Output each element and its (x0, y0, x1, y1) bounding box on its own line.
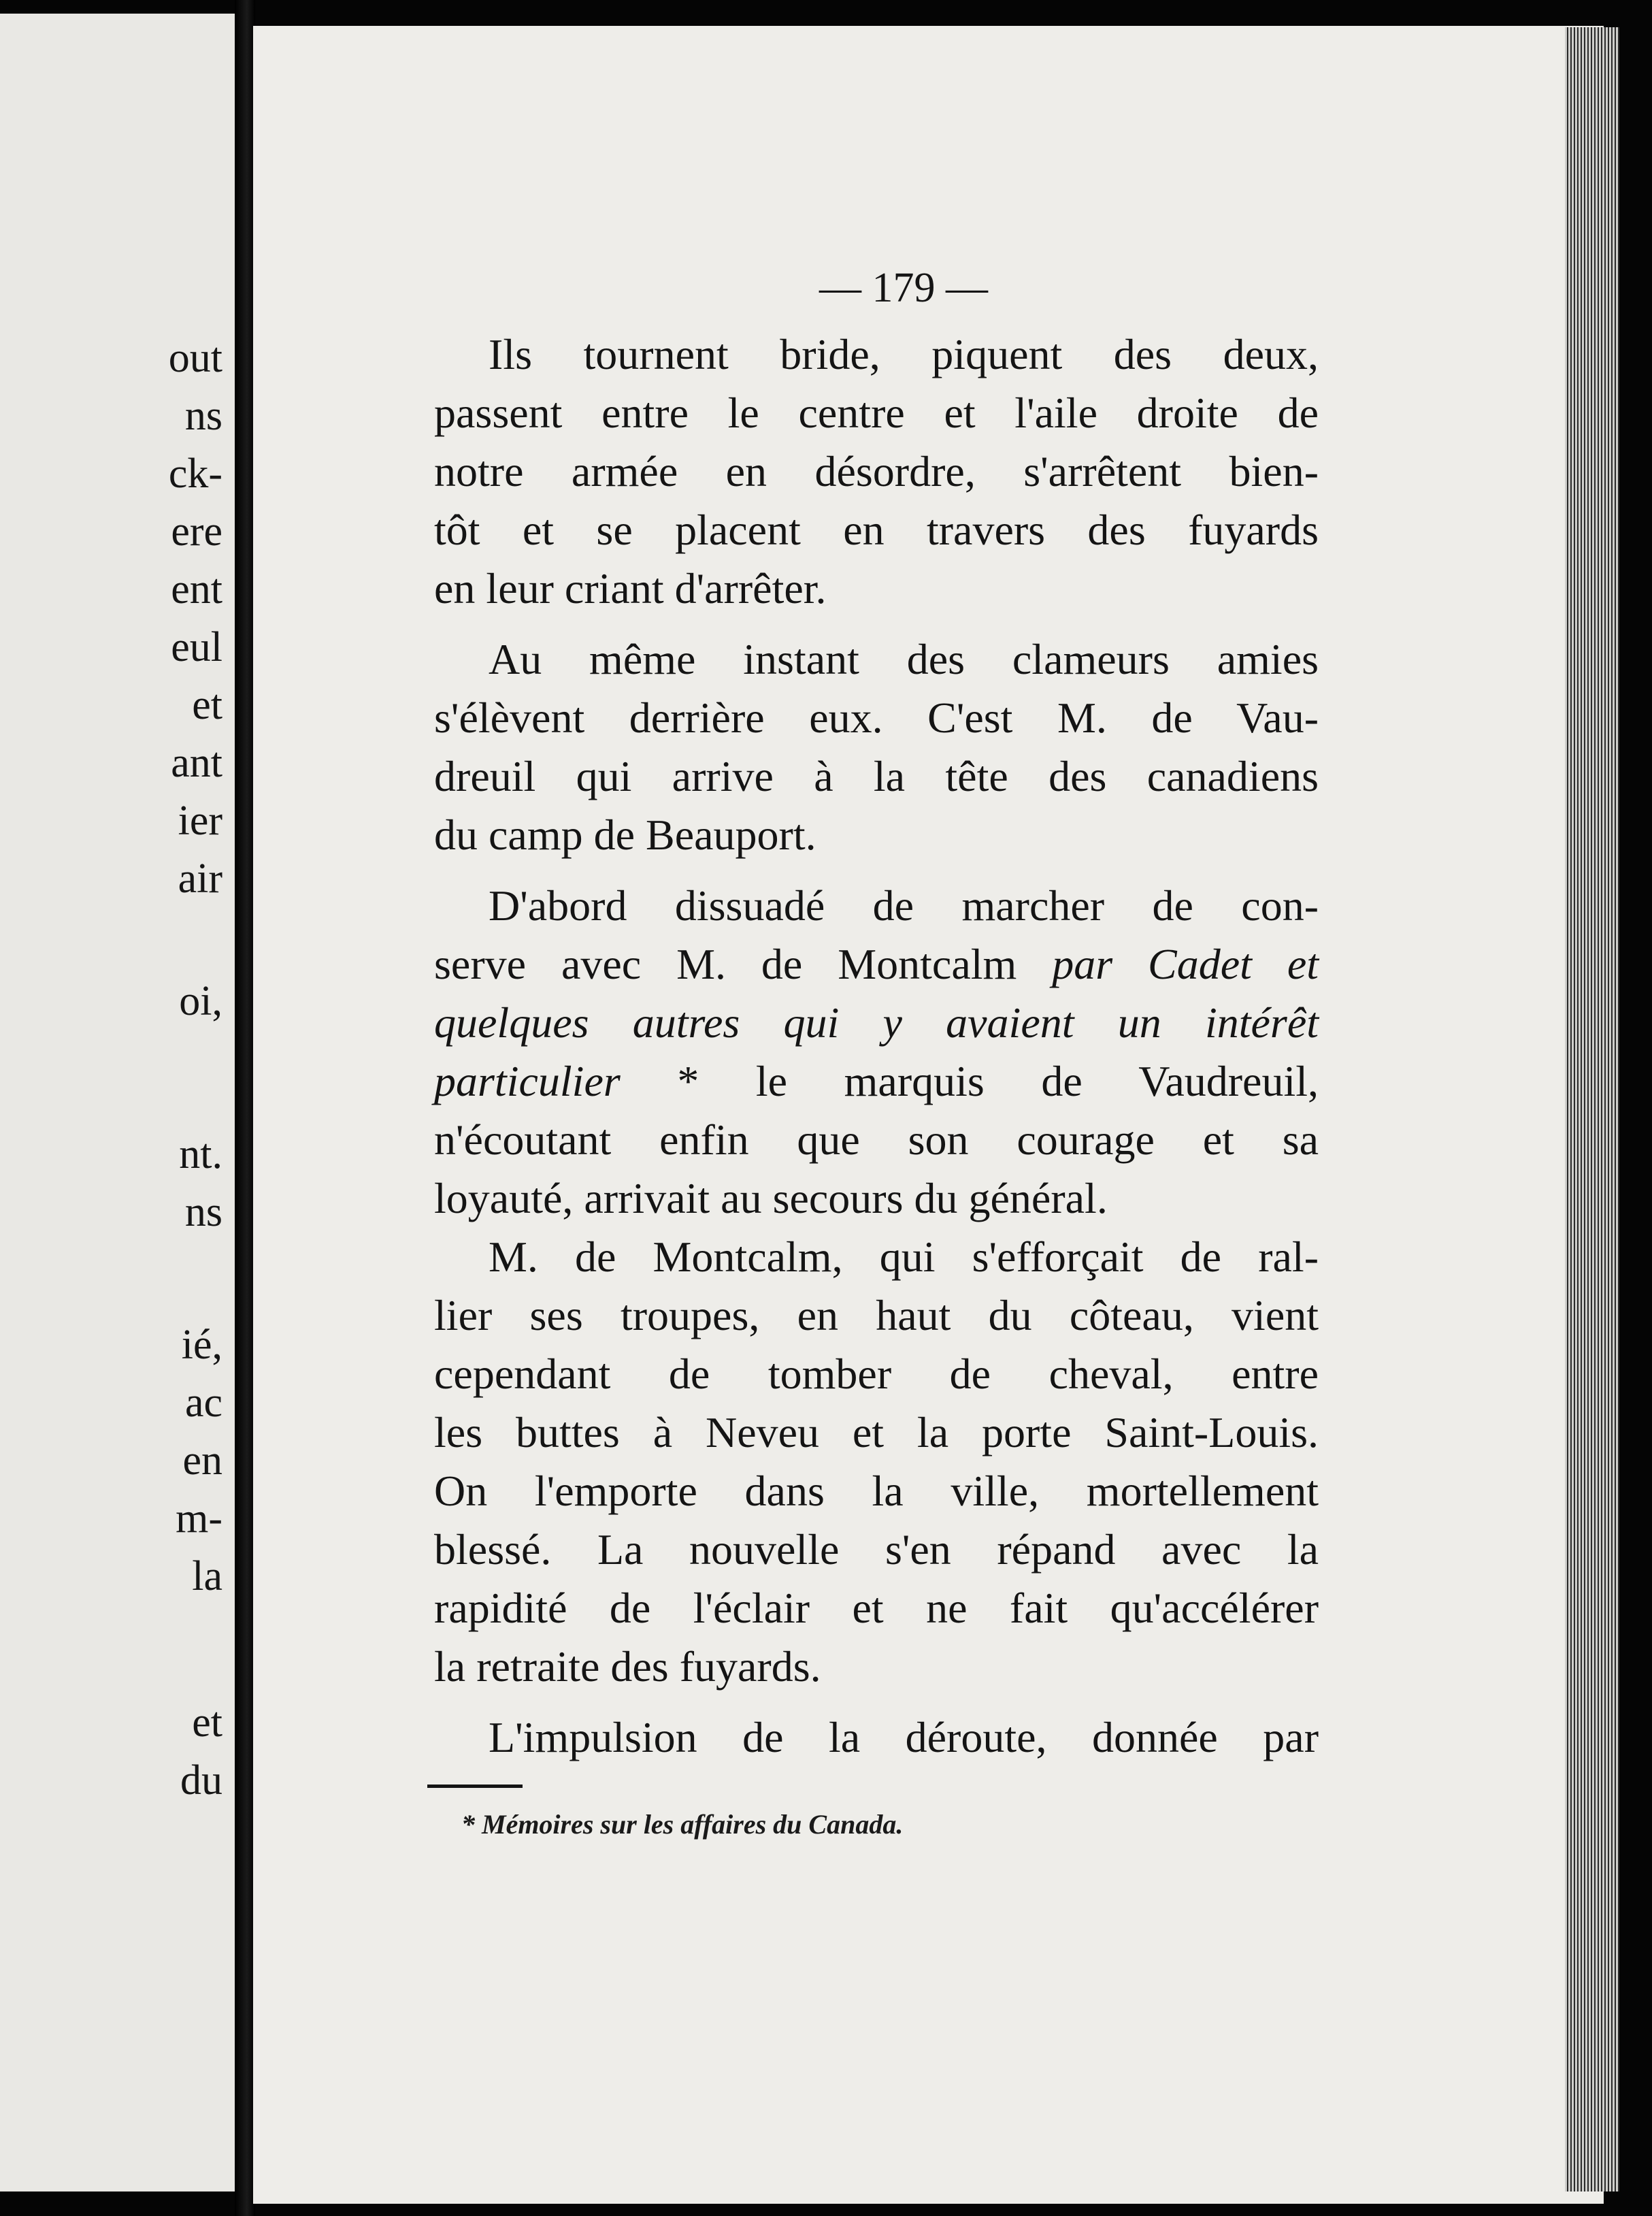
book-gutter (235, 0, 255, 2216)
left-fragment-text: ié, (181, 1322, 222, 1368)
text-line: lier ses troupes, en haut du côteau, vient (434, 1291, 1319, 1339)
left-fragment-text: du (180, 1757, 222, 1804)
text-line (434, 1052, 1319, 1111)
paragraph (434, 1228, 1319, 1696)
left-fragment-text: nt. (179, 1131, 222, 1177)
text-line (434, 935, 1319, 994)
left-page-fragment (0, 14, 235, 2191)
page-text-block (434, 264, 1319, 1845)
paragraph (434, 877, 1319, 1228)
text-line: passent entre le centre et l'aile droite de (434, 389, 1319, 437)
left-fragment-text: et (192, 1699, 222, 1746)
text-line: dreuil qui arrive à la tête des canadiens (434, 752, 1319, 800)
left-fragment-text: ere (171, 508, 222, 555)
text-line: D'abord dissuadé de marcher de con- (489, 881, 1319, 930)
text-line: loyauté, arrivait au secours du général. (434, 1174, 1108, 1222)
text-run: serve avec M. de Montcalm (434, 940, 1053, 988)
page-edge-stack (1565, 27, 1619, 2191)
text-line: M. de Montcalm, qui s'efforçait de ral- (489, 1233, 1319, 1281)
left-fragment-text: ier (178, 798, 222, 844)
paragraph (434, 1708, 1319, 1767)
italic-quote: quelques autres qui y avaient un intérêt (434, 998, 1319, 1047)
paragraph (434, 630, 1319, 864)
left-fragment-text: ac (184, 1380, 222, 1426)
left-fragment-text: ns (184, 1189, 222, 1235)
footnote: * Mémoires sur les affaires du Canada. (461, 1809, 904, 1840)
text-line: cependant de tomber de cheval, entre (434, 1350, 1319, 1398)
text-line: On l'emporte dans la ville, mortellement (434, 1467, 1319, 1515)
text-line: les buttes à Neveu et la porte Saint-Louis. (434, 1408, 1319, 1456)
paragraph (434, 325, 1319, 618)
left-fragment-text: ant (171, 740, 222, 786)
left-fragment-text: air (178, 856, 222, 902)
text-line: Ils tournent bride, piquent des deux, (489, 330, 1319, 378)
text-line: rapidité de l'éclair et ne fait qu'accélérer (434, 1584, 1319, 1632)
text-line: notre armée en désordre, s'arrêtent bien- (434, 447, 1319, 495)
text-line: Au même instant des clameurs amies (489, 635, 1319, 683)
left-fragment-text: m- (176, 1495, 222, 1542)
text-line: tôt et se placent en travers des fuyards (434, 506, 1319, 554)
left-fragment-text: et (192, 682, 222, 728)
text-line: la retraite des fuyards. (434, 1642, 821, 1691)
left-fragment-text: eul (171, 624, 222, 670)
left-fragment-text: en (182, 1437, 222, 1484)
page-number: — 179 — (819, 265, 988, 311)
text-line: n'écoutant enfin que son courage et sa (434, 1115, 1319, 1164)
left-fragment-text: ck- (168, 451, 222, 497)
left-fragment-text: ent (171, 566, 222, 613)
text-line: s'élèvent derrière eux. C'est M. de Vau- (434, 694, 1319, 742)
text-run: * le marquis de Vaudreuil, (620, 1057, 1319, 1105)
left-fragment-text: out (168, 335, 222, 381)
left-fragment-text: oi, (179, 978, 222, 1024)
text-line: du camp de Beauport. (434, 811, 816, 859)
text-line: blessé. La nouvelle s'en répand avec la (434, 1525, 1319, 1574)
italic-quote: par Cadet et (1052, 940, 1319, 988)
text-line: en leur criant d'arrêter. (434, 564, 827, 613)
italic-quote: particulier (434, 1057, 621, 1105)
left-fragment-text: ns (184, 393, 222, 439)
text-line: L'impulsion de la déroute, donnée par (489, 1713, 1319, 1761)
footnote-rule (427, 1785, 523, 1788)
left-fragment-text: la (192, 1553, 222, 1599)
